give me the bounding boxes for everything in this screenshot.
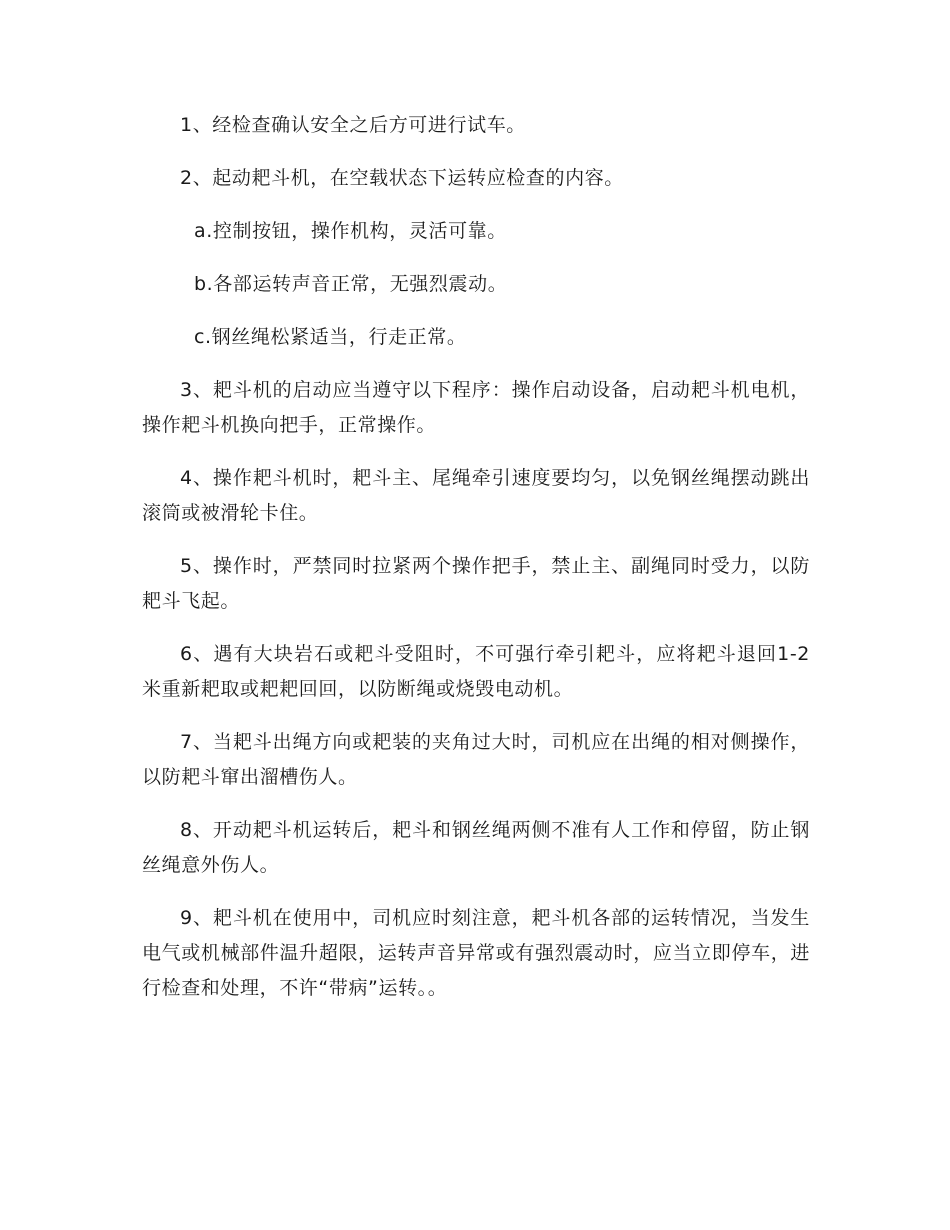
paragraph-8: 8、开动耙斗机运转后，耙斗和钢丝绳两侧不准有人工作和停留，防止钢丝绳意外伤人。 — [142, 819, 810, 876]
paragraph-6: 6、遇有大块岩石或耙斗受阻时，不可强行牵引耙斗，应将耙斗退回1-2米重新耙取或耙耙回回，以防断绳或烧毁电动机。 — [142, 643, 810, 700]
sub-item-a: a.控制按钮，操作机构，灵活可靠。 — [194, 220, 507, 242]
paragraph-2: 2、起动耙斗机，在空载状态下运转应检查的内容。 — [180, 167, 624, 189]
sub-item-c: c.钢丝绳松紧适当，行走正常。 — [194, 326, 467, 348]
sub-item-b: b.各部运转声音正常，无强烈震动。 — [194, 273, 508, 295]
paragraph-4: 4、操作耙斗机时，耙斗主、尾绳牵引速度要均匀，以免钢丝绳摆动跳出滚筒或被滑轮卡住。 — [142, 467, 810, 524]
document-body — [142, 108, 810, 1024]
paragraph-3: 3、耙斗机的启动应当遵守以下程序：操作启动设备，启动耙斗机电机，操作耙斗机换向把手，正常操作。 — [142, 379, 810, 436]
paragraph-1: 1、经检查确认安全之后方可进行试车。 — [180, 114, 526, 136]
paragraph-7: 7、当耙斗出绳方向或耙装的夹角过大时，司机应在出绳的相对侧操作，以防耙斗窜出溜槽伤人。 — [142, 731, 810, 788]
paragraph-9: 9、耙斗机在使用中，司机应时刻注意，耙斗机各部的运转情况，当发生电气或机械部件温升超限，运转声音异常或有强烈震动时，应当立即停车，进行检查和处理，不许“带病”运转。。 — [142, 907, 810, 999]
paragraph-5: 5、操作时，严禁同时拉紧两个操作把手，禁止主、副绳同时受力，以防耙斗飞起。 — [142, 555, 810, 612]
